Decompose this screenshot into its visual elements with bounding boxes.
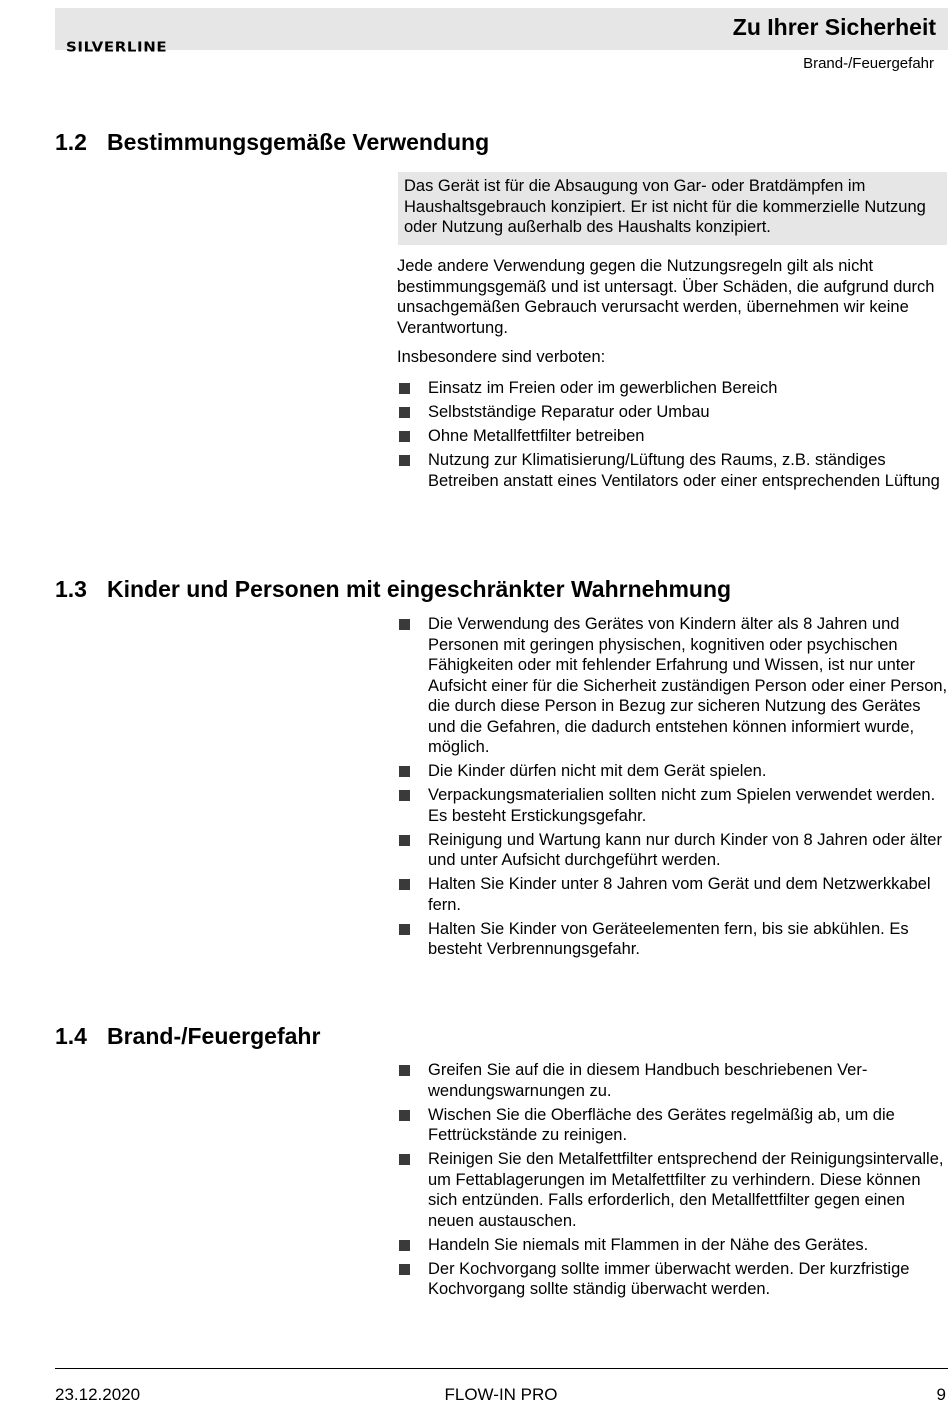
list-item: Der Kochvorgang sollte immer überwacht werden. Der kurzfristige Kochvorgang sollte ständig überwacht werden. (397, 1259, 950, 1300)
section-heading-1-3 (55, 576, 731, 603)
square-bullet-icon (399, 383, 410, 394)
section-number: 1.3 (55, 576, 87, 602)
footer-date: 23.12.2020 (55, 1385, 141, 1404)
square-bullet-icon (399, 431, 410, 442)
square-bullet-icon (399, 455, 410, 466)
square-bullet-icon (399, 790, 410, 801)
square-bullet-icon (399, 1264, 410, 1275)
list-item: Reinigen Sie den Metalfettfilter entsprechend der Reinigungsintervalle, um Fettablagerungen im Metalfettfilter zu verhindern. Diese können sich entzünden. Falls erforderlich, den Metallfettfilter gegen einen neuen austauschen. (397, 1149, 950, 1231)
fire-hazard-list (397, 1060, 950, 1303)
list-item: Handeln Sie niemals mit Flammen in der Nähe des Gerätes. (397, 1235, 950, 1256)
square-bullet-icon (399, 407, 410, 418)
square-bullet-icon (399, 1240, 410, 1251)
section-title: Kinder und Personen mit eingeschränkter Wahrnehmung (107, 576, 732, 602)
misuse-paragraph: Jede andere Verwendung gegen die Nutzungsregeln gilt als nicht bestimmungsgemäß und ist untersagt. Über Schäden, die aufgrund durch unsachgemäßen Gebrauch verursacht werden, übernehmen wir keine Verantwortung. (397, 257, 935, 337)
section-title: Brand-/Feuergefahr (107, 1023, 321, 1049)
square-bullet-icon (399, 1154, 410, 1165)
footer-divider (55, 1368, 948, 1369)
square-bullet-icon (399, 835, 410, 846)
section-title: Bestimmungsgemäße Verwendung (107, 129, 490, 155)
prohibited-intro: Insbesondere sind verboten: (397, 348, 606, 366)
children-safety-list (397, 614, 950, 963)
header-title: Zu Ihrer Sicherheit (732, 14, 936, 40)
brand-logo: SILVERLINE (66, 39, 168, 56)
section-heading-1-4 (55, 1023, 320, 1050)
square-bullet-icon (399, 1110, 410, 1121)
section-number: 1.4 (55, 1023, 87, 1049)
list-item: Greifen Sie auf die in diesem Handbuch beschriebenen Verwendungswarnungen zu. (397, 1060, 950, 1101)
footer-product-name: FLOW-IN PRO (444, 1385, 558, 1404)
list-item: Wischen Sie die Oberfläche des Gerätes regelmäßig ab, um die Fettrückstände zu reinigen. (397, 1105, 950, 1146)
list-item: Ohne Metallfettfilter betreiben (397, 426, 950, 447)
square-bullet-icon (399, 924, 410, 935)
list-item: Halten Sie Kinder unter 8 Jahren vom Gerät und dem Netzwerkkabel fern. (397, 874, 950, 915)
list-item: Einsatz im Freien oder im gewerblichen Bereich (397, 378, 950, 399)
list-item: Reinigung und Wartung kann nur durch Kinder von 8 Jahren oder älter und unter Aufsicht durchgeführt werden. (397, 830, 950, 871)
square-bullet-icon (399, 766, 410, 777)
header-subtitle: Brand-/Feuergefahr (803, 55, 934, 72)
square-bullet-icon (399, 879, 410, 890)
list-item: Verpackungsmaterialien sollten nicht zum Spielen verwendet werden. Es besteht Erstickungsgefahr. (397, 785, 950, 826)
list-item: Die Kinder dürfen nicht mit dem Gerät spielen. (397, 761, 950, 782)
square-bullet-icon (399, 1065, 410, 1076)
section-heading-1-2 (55, 129, 489, 156)
page-number: 9 (936, 1385, 946, 1404)
list-item: Die Verwendung des Gerätes von Kindern älter als 8 Jahren und Personen mit geringen physischen, kognitiven oder psychischen Fähigkeiten oder mit fehlender Erfahrung und Wissen, ist nur unter Aufsicht einer für die Sicherheit zuständigen Person oder einer Person, die durch diese Person in Bezug zur sicheren Nutzung des Gerätes und die Gefahren, die dadurch entstehen können informiert wurde, möglich. (397, 614, 950, 758)
list-item: Selbstständige Reparatur oder Umbau (397, 402, 950, 423)
prohibited-list (397, 378, 950, 495)
list-item: Halten Sie Kinder von Geräteelementen fern, bis sie abkühlen. Es besteht Verbrennungsgefahr. (397, 919, 950, 960)
intended-use-notice: Das Gerät ist für die Absaugung von Gar- oder Bratdämpfen im Haushaltsgebrauch konzipiert. Er ist nicht für die kommerzielle Nutzung oder Nutzung außerhalb des Haushalts konzipiert. (398, 172, 947, 245)
section-number: 1.2 (55, 129, 87, 155)
square-bullet-icon (399, 619, 410, 630)
list-item: Nutzung zur Klimatisierung/Lüftung des Raums, z.B. ständiges Betreiben anstatt eines Ventilators oder einer entsprechenden Lüftung (397, 450, 950, 491)
